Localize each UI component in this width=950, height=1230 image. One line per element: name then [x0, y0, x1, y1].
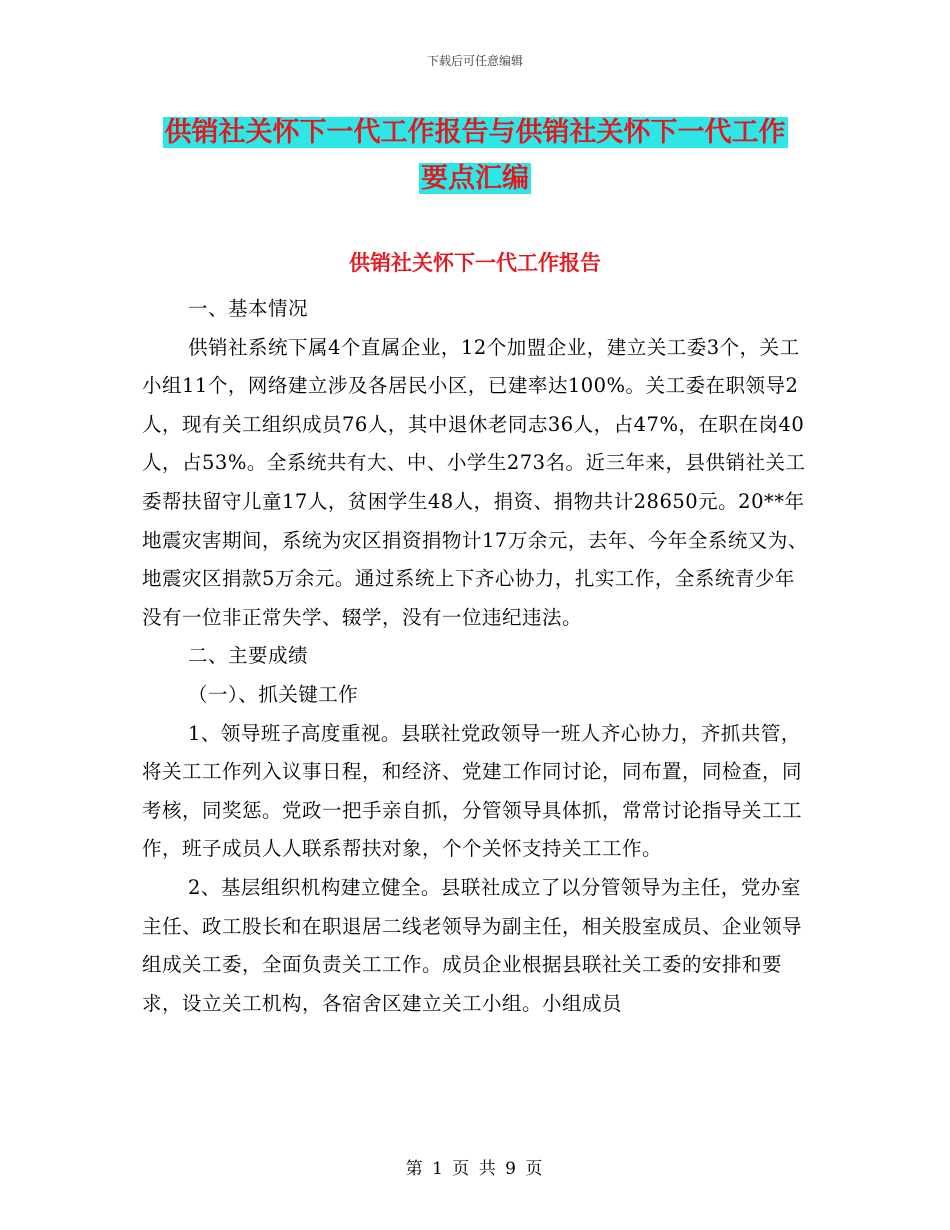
page-number: 第 1 页 共 9 页	[405, 1159, 545, 1179]
section-title: 供销社关怀下一代工作报告	[349, 250, 601, 275]
paragraph-basic-situation: 供销社系统下属4个直属企业，12个加盟企业，建立关工委3个，关工小组11个，网络建立涉及各居民小区，已建率达100%。关工委在职领导2人，现有关工组织成员76人，其中退休老同志36人，占47%，在职在岗40人，占53%。全系统共有大、中、小学生273名。近三年来，县供销社关工委帮扶留守儿童17人，贫困学生48人，捐资、捐物共计28650元。20**年地震灾害期间，系统为灾区捐资捐物计17万余元，去年、今年全系统又为、地震灾区捐款5万余元。通过系统上下齐心协力，扎实工作，全系统青少年没有一位非正常失学、辍学，没有一位违纪违法。	[142, 335, 808, 629]
heading-main-achievements: 二、主要成绩	[188, 644, 309, 668]
document-body	[142, 290, 810, 1023]
download-note: 下载后可任意编辑	[426, 54, 523, 68]
document-title	[0, 110, 950, 202]
title-line-2: 要点汇编	[421, 163, 529, 194]
paragraph-leadership: 1、领导班子高度重视。县联社党政领导一班人齐心协力，齐抓共管，将关工工作列入议事日程，和经济、党建工作同讨论，同布置，同检查，同考核，同奖惩。党政一把手亲自抓，分管领导具体抓，常常讨论指导关工工作，班子成员人人联系帮扶对象，个个关怀支持关工工作。	[142, 721, 803, 861]
title-line-1: 供销社关怀下一代工作报告与供销社关怀下一代工作	[164, 117, 786, 148]
heading-basic-situation: 一、基本情况	[188, 297, 309, 320]
paragraph-organization: 2、基层组织机构建立健全。县联社成立了以分管领导为主任，党办室主任、政工股长和在职退居二线老领导为副主任，相关股室成员、企业领导组成关工委，全面负责关工工作。成员企业根据县联社关工委的安排和要求，设立关工机构，各宿舍区建立关工小组。小组成员	[142, 875, 803, 1015]
heading-key-work: （一）、抓关键工作	[188, 682, 359, 706]
